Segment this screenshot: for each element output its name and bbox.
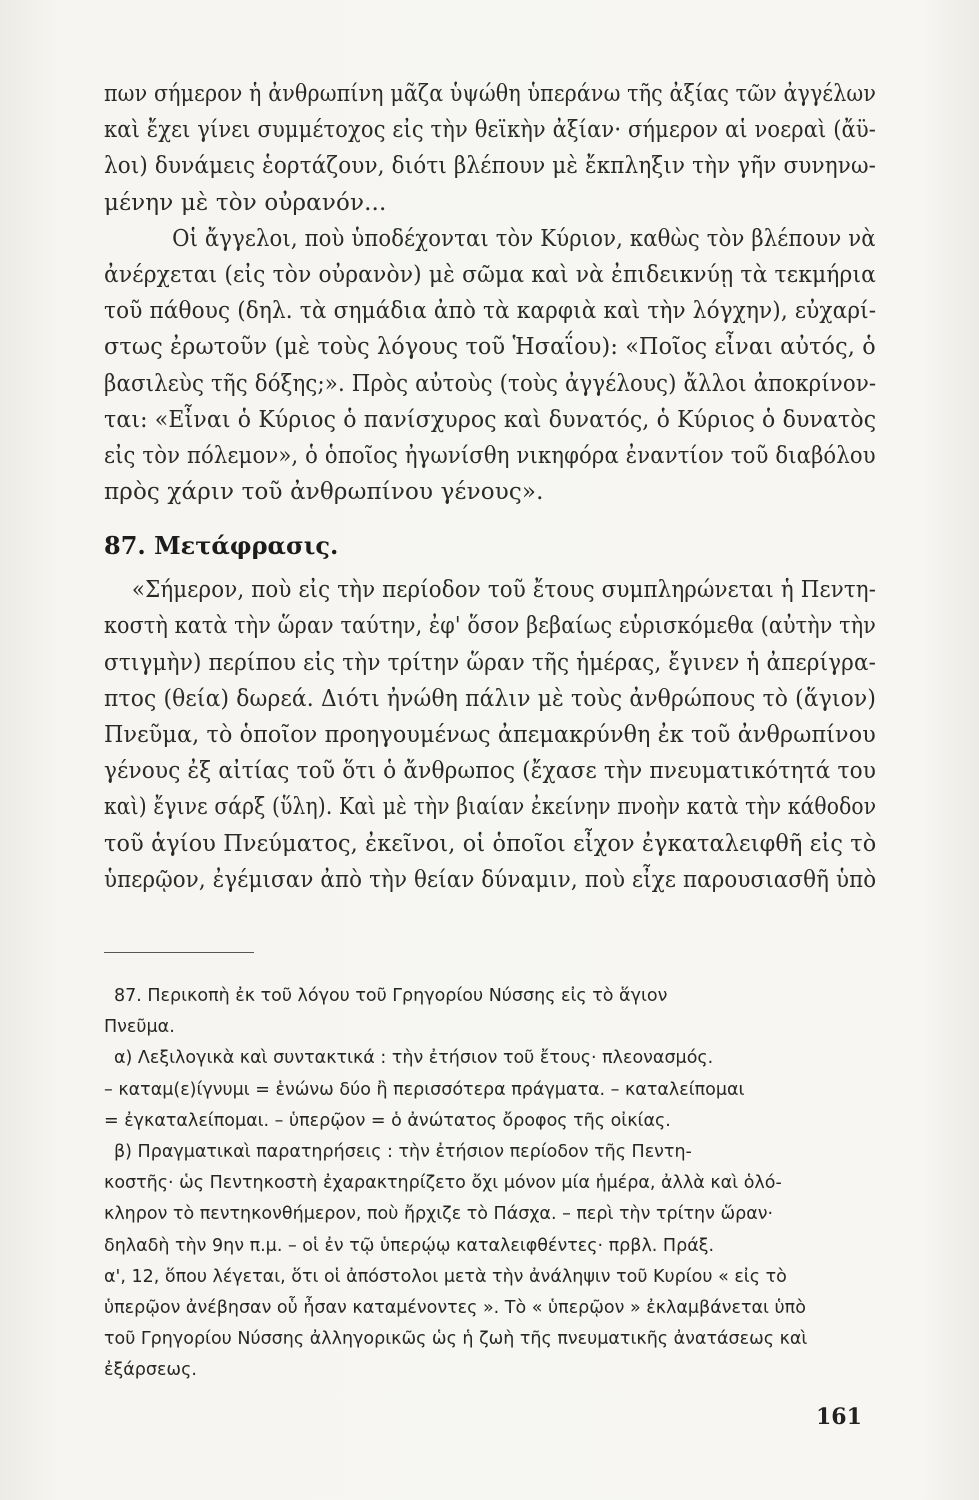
text-line: στως ἐρωτοῦν (μὲ τοὺς λόγους τοῦ Ἡσαΐου): «Ποῖος εἶναι αὐτός, ὁ bbox=[104, 334, 876, 361]
text-line: λοι) δυνάμεις ἑορτάζουν, διότι βλέπουν μὲ ἔκπληξιν τὴν γῆν συνηνω- bbox=[104, 153, 877, 180]
footnote-line: = ἐγκαταλείπομαι. – ὑπερῷον = ὁ ἀνώτατος ὄροφος τῆς οἰκίας. bbox=[104, 1110, 671, 1131]
text-line: ται: «Εἶναι ὁ Κύριος ὁ πανίσχυρος καὶ δυνατός, ὁ Κύριος ὁ δυνατὸς bbox=[104, 406, 877, 433]
footnote-line: – καταμ(ε)ίγνυμι = ἑνώνω δύο ἢ περισσότερα πράγματα. – καταλείπομαι bbox=[104, 1079, 745, 1100]
text-line: εἰς τὸν πόλεμον», ὁ ὁποῖος ἠγωνίσθη νικηφόρα ἐναντίον τοῦ διαβόλου bbox=[104, 442, 876, 469]
footnote-separator bbox=[104, 952, 254, 953]
footnote-line: β) Πραγματικαὶ παρατηρήσεις : τὴν ἐτήσιον περίοδον τῆς Πεντη- bbox=[114, 1141, 692, 1162]
text-line: καὶ) ἔγινε σάρξ (ὕλη). Καὶ μὲ τὴν βιαίαν ἐκείνην πνοὴν κατὰ τὴν κάθοδον bbox=[104, 794, 877, 821]
footnotes-block bbox=[104, 981, 876, 1386]
text-line: πων σήμερον ἡ ἀνθρωπίνη μᾶζα ὑψώθη ὑπεράνω τῆς ἀξίας τῶν ἀγγέλων bbox=[104, 81, 876, 107]
text-line: κοστὴ κατὰ τὴν ὥραν ταύτην, ἐφ' ὅσον βεβαίως εὑρισκόμεθα (αὐτὴν τὴν bbox=[104, 613, 876, 640]
footnote-line: δηλαδὴ τὴν 9ην π.μ. – οἱ ἐν τῷ ὑπερῴῳ καταλειφθέντες· πρβλ. Πράξ. bbox=[104, 1235, 715, 1256]
text-line: Πνεῦμα, τὸ ὁποῖον προηγουμένως ἀπεμακρύνθη ἐκ τοῦ ἀνθρωπίνου bbox=[104, 722, 876, 748]
text-line: στιγμὴν) περίπου εἰς τὴν τρίτην ὥραν τῆς ἡμέρας, ἔγινεν ἡ ἀπερίγρα- bbox=[104, 649, 877, 676]
footnote-line: α) Λεξιλογικὰ καὶ συντακτικά : τὴν ἐτήσιον τοῦ ἔτους· πλεονασμός. bbox=[114, 1048, 714, 1069]
text-line: πρὸς χάριν τοῦ ἀνθρωπίνου γένους». bbox=[104, 479, 544, 506]
text-line: γένους ἐξ αἰτίας τοῦ ὅτι ὁ ἄνθρωπος (ἔχασε τὴν πνευματικότητά του bbox=[104, 758, 877, 785]
text-line: Οἱ ἄγγελοι, ποὺ ὑποδέχονται τὸν Κύριον, καθὼς τὸν βλέπουν νὰ bbox=[172, 225, 876, 252]
footnote-line: 87. Περικοπὴ ἐκ τοῦ λόγου τοῦ Γρηγορίου Νύσσης εἰς τὸ ἅγιον bbox=[114, 986, 668, 1006]
text-line: τοῦ ἁγίου Πνεύματος, ἐκεῖνοι, οἱ ὁποῖοι εἶχον ἐγκαταλειφθῆ εἰς τὸ bbox=[104, 830, 877, 857]
footnote-line: τοῦ Γρηγορίου Νύσσης ἀλληγορικῶς ὡς ἡ ζωὴ τῆς πνευματικῆς ἀνατάσεως καὶ bbox=[104, 1329, 808, 1350]
text-line: τοῦ πάθους (δηλ. τὰ σημάδια ἀπὸ τὰ καρφιὰ καὶ τὴν λόγχην), εὐχαρί- bbox=[104, 298, 877, 325]
text-line: ὑπερῷον, ἐγέμισαν ἀπὸ τὴν θείαν δύναμιν, ποὺ εἶχε παρουσιασθῆ ὑπὸ bbox=[104, 866, 877, 893]
footnote-line: κοστῆς· ὡς Πεντηκοστὴ ἐχαρακτηρίζετο ὄχι μόνον μία ἡμέρα, ἀλλὰ καὶ ὁλό- bbox=[104, 1173, 782, 1194]
footnote-line: Πνεῦμα. bbox=[104, 1017, 175, 1038]
text-line: μένην μὲ τὸν οὐρανόν... bbox=[104, 189, 387, 216]
footnote-line: ὑπερῷον ἀνέβησαν οὗ ἦσαν καταμένοντες ». Τὸ « ὑπερῷον » ἐκλαμβάνεται ὑπὸ bbox=[104, 1297, 806, 1318]
footnote-line: α', 12, ὅπου λέγεται, ὅτι οἱ ἀπόστολοι μετὰ τὴν ἀνάληψιν τοῦ Κυρίου « εἰς τὸ bbox=[104, 1266, 787, 1287]
text-line: «Σήμερον, ποὺ εἰς τὴν περίοδον τοῦ ἔτους συμπληρώνεται ἡ Πεντη- bbox=[131, 577, 877, 604]
text-line: βασιλεὺς τῆς δόξης;». Πρὸς αὐτοὺς (τοὺς ἀγγέλους) ἄλλοι ἀποκρίνον- bbox=[104, 370, 877, 397]
footnote-line: κληρον τὸ πεντηκονθήμερον, ποὺ ἤρχιζε τὸ Πάσχα. – περὶ τὴν τρίτην ὥραν· bbox=[104, 1204, 774, 1225]
text-line: καὶ ἔχει γίνει συμμέτοχος εἰς τὴν θεϊκὴν ἀξίαν· σήμερον αἱ νοεραὶ (ἄϋ- bbox=[104, 117, 877, 144]
text-line: ἀνέρχεται (εἰς τὸν οὐρανὸν) μὲ σῶμα καὶ νὰ ἐπιδεικνύῃ τὰ τεκμήρια bbox=[104, 261, 877, 288]
text-line: πτος (θεία) δωρεά. Διότι ἠνώθη πάλιν μὲ τοὺς ἀνθρώπους τὸ (ἅγιον) bbox=[104, 685, 877, 712]
section-heading: 87. Μετάφρασις. bbox=[104, 531, 339, 561]
page-number: 161 bbox=[816, 1404, 862, 1430]
main-text-block bbox=[104, 76, 876, 898]
footnote-line: ἐξάρσεως. bbox=[104, 1360, 197, 1381]
